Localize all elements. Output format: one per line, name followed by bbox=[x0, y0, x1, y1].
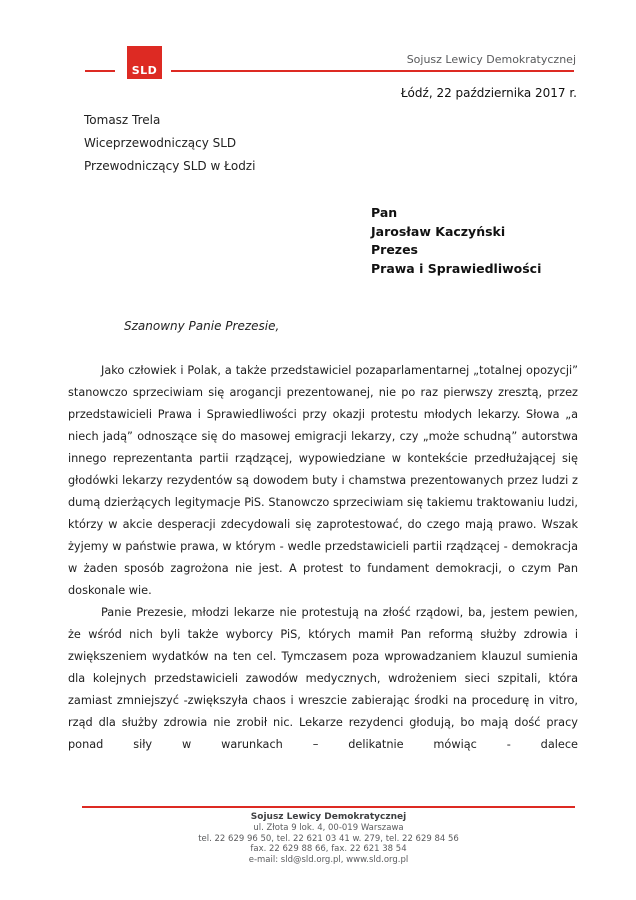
letterhead-org-name: Sojusz Lewicy Demokratycznej bbox=[406, 53, 576, 66]
footer-phones: tel. 22 629 96 50, tel. 22 621 03 41 w. 279, tel. 22 629 84 56 bbox=[198, 833, 459, 844]
recipient-honorific: Pan bbox=[371, 205, 398, 220]
recipient-org: Prawa i Sprawiedliwości bbox=[371, 260, 542, 276]
sld-logo-text: SLD bbox=[131, 64, 158, 77]
body-paragraph-2: Panie Prezesie, młodzi lekarze nie protestują na złość rządowi, ba, jestem pewien, że wśród nich byli także wyborcy PiS, których mamił Pan reformą służby zdrowia i zwiększeniem wydatków na ten cel. Tymczasem poza wprowadzaniem klauzul sumienia dla kolejnych przedstawicieli zawodów medycznych, wdrożeniem sieci szpitali, która zamiast zmniejszyć -zwiększyła chaos i wreszcie zabierając środki na procedurę in vitro, rząd dla służby zdrowia nie zrobił nic. Lekarze rezydenci głodują, bo mają dość pracy ponad siły w warunkach – delikatnie mówiąc - dalece bbox=[68, 606, 578, 751]
dateline: Łódź, 22 października 2017 r. bbox=[400, 86, 577, 100]
sender-block bbox=[84, 109, 255, 178]
sender-name: Tomasz Trela bbox=[84, 113, 161, 127]
footer-org-name: Sojusz Lewicy Demokratycznej bbox=[250, 812, 407, 822]
footer-fax: fax. 22 629 88 66, fax. 22 621 38 54 bbox=[250, 844, 407, 854]
salutation: Szanowny Panie Prezesie, bbox=[124, 319, 280, 333]
sender-title-1: Wiceprzewodniczący SLD bbox=[84, 136, 237, 150]
letter-body bbox=[68, 360, 578, 756]
body-paragraph-1: Jako człowiek i Polak, a także przedstawiciel pozaparlamentarnej „totalnej opozycji” stanowczo sprzeciwiam się arogancji prezentowanej, nie po raz pierwszy zresztą, przez przedstawicieli Prawa i Sprawiedliwości przy okazji protestu młodych lekarzy. Słowa „a niech jadą” odnoszące się do masowej emigracji lekarzy, czy „może schudną” autorstwa innego reprezentanta partii rządzącej, wypowiedziane w kontekście przedłużającej się głodówki lekarzy rezydentów są dowodem buty i chamstwa prezentowanych przez ludzi z dumą dzierżących legitymacje PiS. Stanowczo sprzeciwiam się takiemu traktowaniu ludzi, którzy w akcie desperacji zdecydowali się zaprotestować, do czego mają prawo. Wszak żyjemy w państwie prawa, w którym - wedle przedstawicieli partii rządzącej - demokracja w żaden sposób zagrożona nie jest. A protest to fundament demokracji, o czym Pan doskonale wie. bbox=[68, 364, 578, 597]
letterhead-rule-right bbox=[171, 70, 574, 72]
sender-title-2: Przewodniczący SLD w Łodzi bbox=[84, 159, 256, 173]
letterhead-rule-left bbox=[85, 70, 115, 72]
recipient-block bbox=[371, 204, 541, 278]
footer-rule bbox=[82, 806, 575, 808]
footer-email-web: e-mail: sld@sld.org.pl, www.sld.org.pl bbox=[248, 854, 409, 865]
sld-logo bbox=[127, 46, 162, 79]
footer-address: ul. Złota 9 lok. 4, 00-019 Warszawa bbox=[253, 823, 404, 833]
footer-block bbox=[82, 806, 575, 865]
recipient-title: Prezes bbox=[371, 242, 418, 257]
recipient-name: Jarosław Kaczyński bbox=[371, 223, 506, 239]
